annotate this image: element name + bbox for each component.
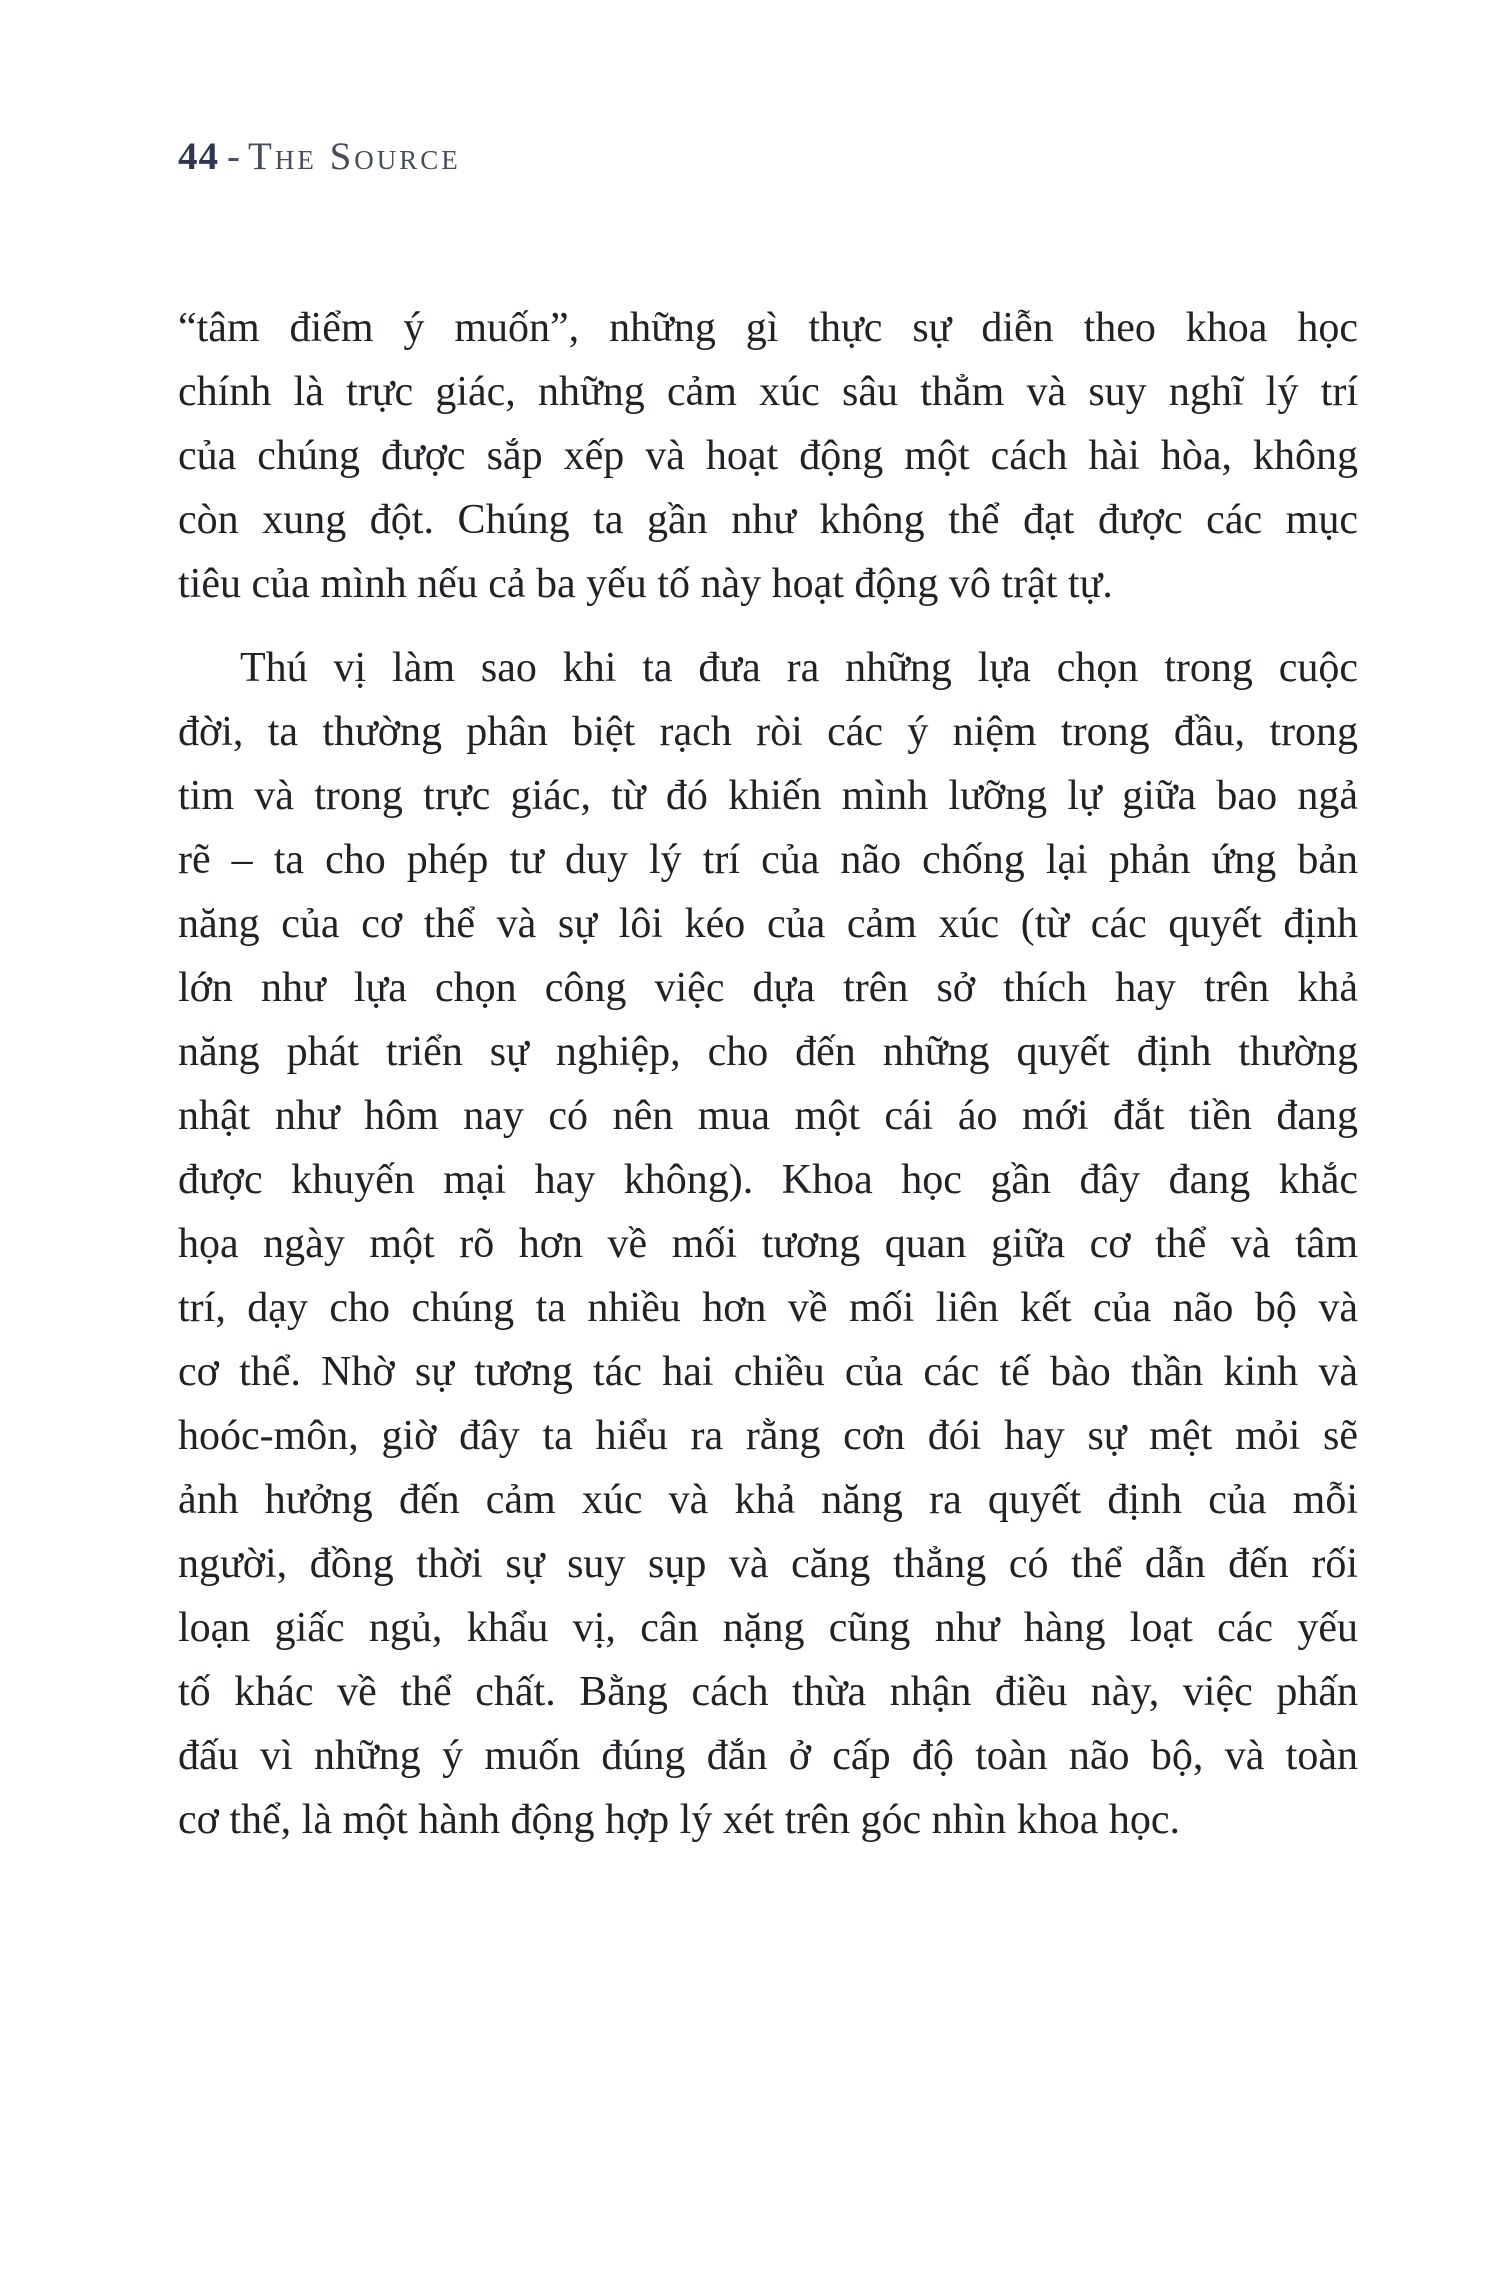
text-line: năng phát triển sự nghiệp, cho đến những quyết định thường: [178, 1029, 1358, 1075]
running-header: [178, 134, 461, 179]
text-line: họa ngày một rõ hơn về mối tương quan giữa cơ thể và tâm: [178, 1221, 1358, 1267]
text-line: nhật như hôm nay có nên mua một cái áo mới đắt tiền đang: [178, 1093, 1358, 1139]
text-line: rẽ – ta cho phép tư duy lý trí của não chống lại phản ứng bản: [178, 837, 1358, 883]
text-line: lớn như lựa chọn công việc dựa trên sở thích hay trên khả: [178, 965, 1358, 1011]
text-line: còn xung đột. Chúng ta gần như không thể đạt được các mục: [178, 497, 1358, 543]
text-line: ảnh hưởng đến cảm xúc và khả năng ra quyết định của mỗi: [178, 1477, 1358, 1523]
paragraph: [178, 296, 1358, 616]
text-line: tiêu của mình nếu cả ba yếu tố này hoạt động vô trật tự.: [178, 561, 1113, 607]
paragraph: [178, 636, 1358, 1852]
text-line: năng của cơ thể và sự lôi kéo của cảm xúc (từ các quyết định: [178, 901, 1358, 947]
page-number: 44: [178, 135, 219, 178]
text-line: đời, ta thường phân biệt rạch ròi các ý niệm trong đầu, trong: [178, 709, 1358, 755]
header-separator: -: [227, 135, 240, 178]
text-line: loạn giấc ngủ, khẩu vị, cân nặng cũng như hàng loạt các yếu: [178, 1605, 1358, 1651]
book-title: The Source: [248, 135, 461, 178]
text-line: chính là trực giác, những cảm xúc sâu thẳm và suy nghĩ lý trí: [178, 369, 1358, 415]
text-line: tố khác về thể chất. Bằng cách thừa nhận điều này, việc phấn: [178, 1669, 1358, 1715]
text-line: người, đồng thời sự suy sụp và căng thẳng có thể dẫn đến rối: [178, 1541, 1358, 1587]
text-line: được khuyến mại hay không). Khoa học gần đây đang khắc: [178, 1157, 1358, 1203]
text-line: của chúng được sắp xếp và hoạt động một cách hài hòa, không: [178, 433, 1358, 479]
text-line: Thú vị làm sao khi ta đưa ra những lựa chọn trong cuộc: [240, 645, 1358, 691]
text-line: cơ thể, là một hành động hợp lý xét trên góc nhìn khoa học.: [178, 1797, 1181, 1843]
text-line: tim và trong trực giác, từ đó khiến mình lưỡng lự giữa bao ngả: [178, 773, 1358, 819]
text-line: trí, dạy cho chúng ta nhiều hơn về mối liên kết của não bộ và: [178, 1285, 1358, 1331]
text-line: đấu vì những ý muốn đúng đắn ở cấp độ toàn não bộ, và toàn: [178, 1733, 1358, 1779]
text-block: [178, 296, 1358, 1852]
text-line: hoóc-môn, giờ đây ta hiểu ra rằng cơn đói hay sự mệt mỏi sẽ: [178, 1413, 1358, 1459]
text-line: “tâm điểm ý muốn”, những gì thực sự diễn theo khoa học: [178, 305, 1358, 351]
text-line: cơ thể. Nhờ sự tương tác hai chiều của các tế bào thần kinh và: [178, 1349, 1358, 1395]
